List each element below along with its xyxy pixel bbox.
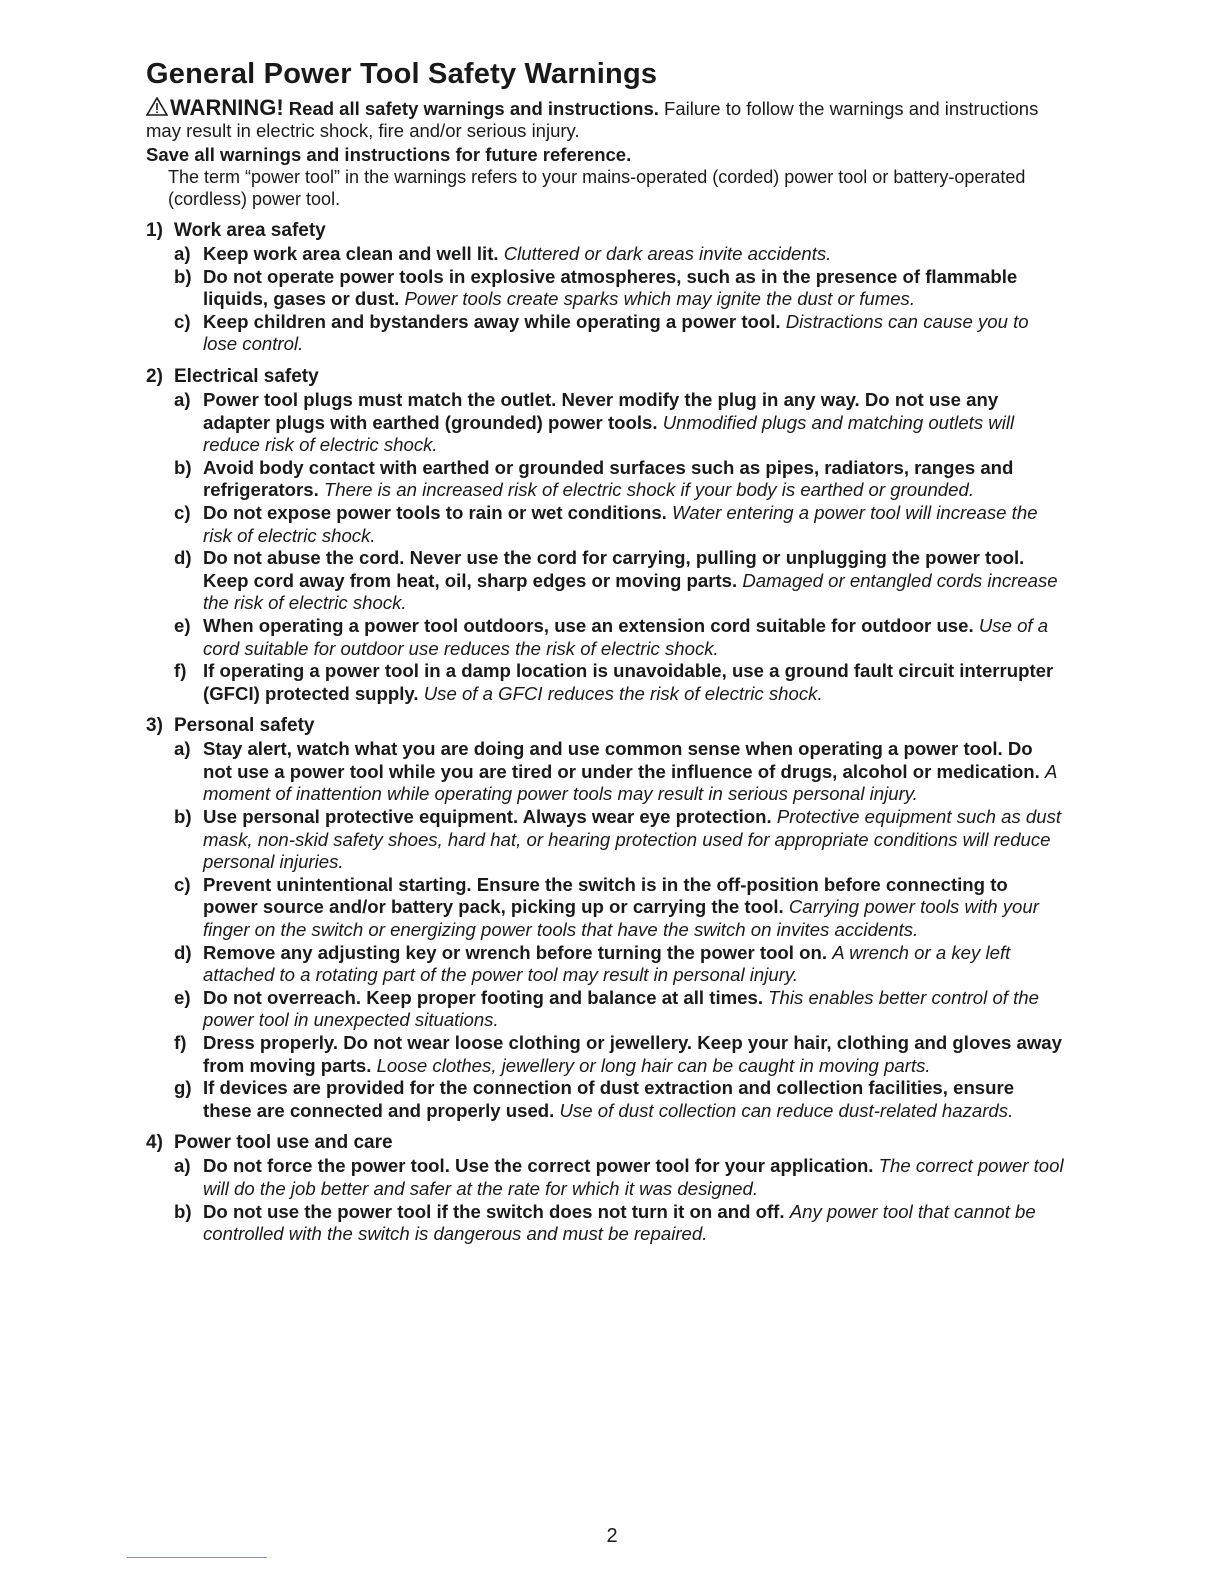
item-letter: b)	[174, 806, 192, 828]
section-number: 1)	[146, 220, 163, 241]
item-explanation: There is an increased risk of electric shock if your body is earthed or grounded.	[323, 479, 974, 501]
item-instruction: If operating a power tool in a damp location is unavoidable, use a ground fault circuit interrupter (GFCI) protected supply.	[203, 660, 1054, 704]
document-page	[146, 58, 1066, 1246]
item-explanation: Loose clothes, jewellery or long hair can be caught in moving parts.	[376, 1054, 931, 1076]
item-letter: c)	[174, 501, 191, 523]
section-1	[146, 219, 1066, 356]
item-explanation: Protective equipment such as dust mask, non-skid safety shoes, hard hat, or hearing protection used for appropriate conditions will reduce personal injuries.	[203, 806, 1062, 873]
safety-item	[146, 243, 1066, 266]
item-letter: a)	[174, 388, 191, 410]
item-instruction: Keep work area clean and well lit.	[203, 243, 499, 264]
item-instruction: Prevent unintentional starting. Ensure the switch is in the off-position before connecting to power source and/or battery pack, picking up or carrying the tool.	[203, 873, 1008, 918]
item-letter: c)	[174, 873, 191, 895]
item-explanation: Power tools create sparks which may ignite the dust or fumes.	[404, 288, 916, 310]
item-explanation: Damaged or entangled cords increase the risk of electric shock.	[203, 569, 1058, 614]
item-instruction: Avoid body contact with earthed or grounded surfaces such as pipes, radiators, ranges and refrigerators.	[203, 456, 1014, 501]
item-explanation: Unmodified plugs and matching outlets will reduce risk of electric shock.	[203, 411, 1015, 456]
page-number: 2	[606, 1525, 618, 1547]
sections-list	[146, 219, 1066, 1246]
item-instruction: Keep children and bystanders away while operating a power tool.	[203, 310, 781, 332]
item-instruction: If devices are provided for the connection of dust extraction and collection facilities, ensure these are connected and properly used.	[203, 1077, 1015, 1121]
item-instruction: Stay alert, watch what you are doing and use common sense when operating a power tool. Do not use a power tool while you are tired or under the influence of drugs, alcohol or medication.	[203, 738, 1040, 782]
section-title: Electrical safety	[174, 365, 319, 387]
safety-item	[146, 389, 1066, 457]
safety-item	[146, 1155, 1066, 1200]
item-letter: f)	[174, 1032, 187, 1053]
safety-item	[146, 942, 1066, 987]
item-letter: a)	[174, 1155, 191, 1177]
footer-rule	[127, 1557, 267, 1558]
item-explanation: Cluttered or dark areas invite accidents.	[503, 243, 832, 264]
safety-item	[146, 987, 1066, 1032]
item-letter: b)	[174, 1200, 192, 1222]
safety-item	[146, 1201, 1066, 1246]
item-explanation: Carrying power tools with your finger on the switch or energizing power tools that have the switch on invites accidents.	[203, 896, 1039, 941]
item-instruction: Do not abuse the cord. Never use the cord for carrying, pulling or unplugging the power tool. Keep cord away from heat, oil, sharp edges or moving parts.	[203, 547, 1025, 591]
warning-text: Failure to follow the warnings and instructions may result in electric shock, fire and/or serious injury.	[146, 98, 1039, 141]
item-instruction: Do not expose power tools to rain or wet conditions.	[203, 501, 667, 523]
item-explanation: The correct power tool will do the job better and safer at the rate for which it was designed.	[203, 1155, 1064, 1199]
item-instruction: Do not operate power tools in explosive atmospheres, such as in the presence of flammable liquids, gases or dust.	[203, 265, 1018, 310]
item-instruction: Use personal protective equipment. Always wear eye protection.	[203, 806, 772, 828]
section-heading	[146, 1131, 1066, 1155]
item-explanation: Use of dust collection can reduce dust-related hazards.	[559, 1099, 1014, 1121]
item-letter: d)	[174, 547, 192, 569]
item-instruction: Do not use the power tool if the switch does not turn it on and off.	[203, 1200, 785, 1222]
save-notice: Save all warnings and instructions for future reference.	[146, 144, 632, 165]
page-title: General Power Tool Safety Warnings	[146, 58, 658, 90]
item-explanation: A moment of inattention while operating power tools may result in serious personal injury.	[203, 760, 1057, 805]
section-2	[146, 365, 1066, 705]
section-4	[146, 1131, 1066, 1245]
safety-item	[146, 311, 1066, 356]
safety-item	[146, 738, 1066, 806]
section-number: 4)	[146, 1132, 163, 1154]
safety-item	[146, 660, 1066, 705]
item-instruction: Remove any adjusting key or wrench before turning the power tool on.	[203, 941, 828, 963]
section-title: Work area safety	[174, 220, 326, 241]
item-explanation: A wrench or a key left attached to a rotating part of the power tool may result in personal injury.	[203, 941, 1011, 986]
section-title: Personal safety	[174, 715, 315, 737]
safety-item	[146, 1077, 1066, 1122]
section-number: 3)	[146, 715, 163, 737]
item-explanation: This enables better control of the power tool in unexpected situations.	[203, 986, 1039, 1031]
item-letter: f)	[174, 660, 187, 682]
warning-bold-text: Read all safety warnings and instructions.	[288, 98, 659, 119]
item-instruction: Do not force the power tool. Use the correct power tool for your application.	[203, 1155, 874, 1177]
item-letter: e)	[174, 614, 191, 636]
item-explanation: Water entering a power tool will increase the risk of electric shock.	[203, 501, 1038, 546]
item-letter: a)	[174, 243, 191, 264]
safety-item	[146, 874, 1066, 942]
item-instruction: Power tool plugs must match the outlet. Never modify the plug in any way. Do not use any adapter plugs with earthed (grounded) power tools.	[203, 388, 999, 433]
item-letter: d)	[174, 941, 192, 963]
section-3	[146, 714, 1066, 1122]
section-title: Power tool use and care	[174, 1132, 393, 1154]
item-explanation: Any power tool that cannot be controlled with the switch is dangerous and must be repaired.	[203, 1200, 1036, 1245]
item-letter: b)	[174, 265, 192, 287]
item-letter: b)	[174, 456, 192, 478]
item-explanation: Distractions can cause you to lose control.	[203, 310, 1029, 355]
item-instruction: When operating a power tool outdoors, use an extension cord suitable for outdoor use.	[203, 614, 974, 636]
section-heading	[146, 219, 1066, 243]
safety-item	[146, 806, 1066, 874]
item-letter: g)	[174, 1077, 192, 1099]
item-letter: c)	[174, 310, 191, 332]
item-explanation: Use of a cord suitable for outdoor use reduces the risk of electric shock.	[203, 614, 1049, 659]
safety-item	[146, 1032, 1066, 1077]
section-number: 2)	[146, 365, 163, 387]
warning-triangle-icon	[146, 97, 168, 116]
safety-item	[146, 266, 1066, 311]
item-letter: a)	[174, 738, 191, 760]
safety-item	[146, 615, 1066, 660]
item-instruction: Dress properly. Do not wear loose clothing or jewellery. Keep your hair, clothing and gloves away from moving parts.	[203, 1032, 1062, 1076]
section-heading	[146, 714, 1066, 738]
warning-paragraph	[146, 97, 1066, 142]
section-heading	[146, 365, 1066, 389]
item-instruction: Do not overreach. Keep proper footing and balance at all times.	[203, 986, 763, 1008]
item-letter: e)	[174, 986, 191, 1008]
term-note: The term “power tool” in the warnings refers to your mains-operated (corded) power tool or battery-operated (cordless) power tool.	[168, 167, 1026, 209]
warning-label: WARNING!	[170, 95, 284, 120]
safety-item	[146, 502, 1066, 547]
item-explanation: Use of a GFCI reduces the risk of electric shock.	[423, 682, 823, 704]
safety-item	[146, 457, 1066, 502]
safety-item	[146, 547, 1066, 615]
